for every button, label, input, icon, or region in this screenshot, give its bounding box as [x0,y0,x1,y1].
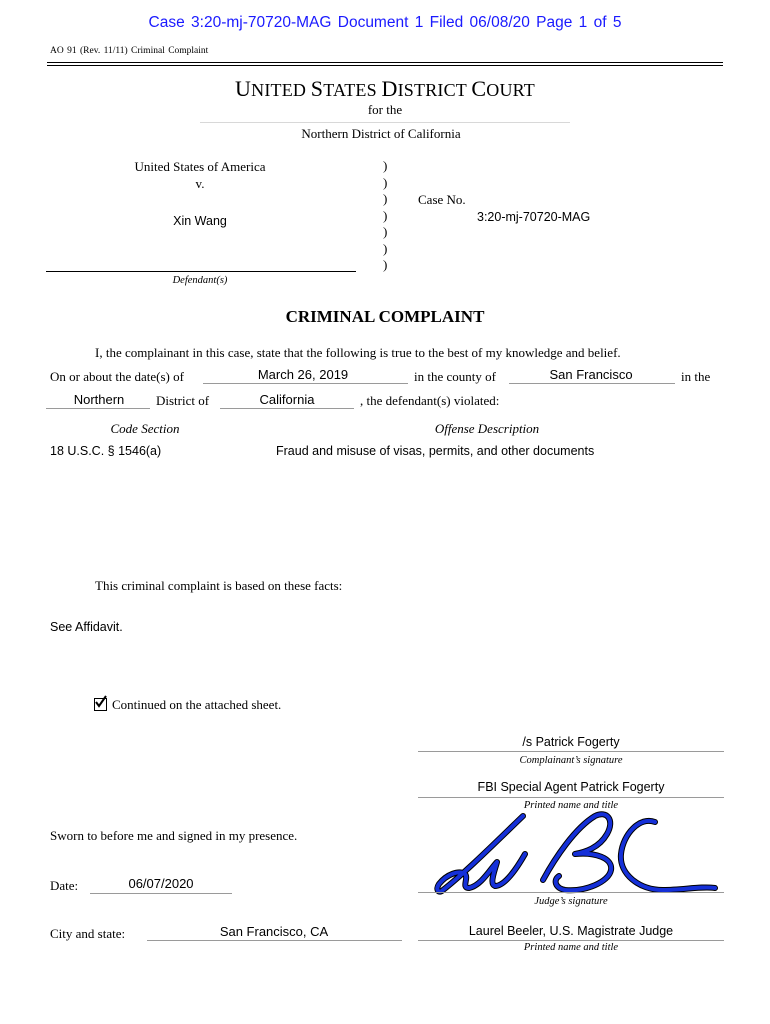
caption-paren-3: ) [383,191,388,206]
district-value-rule [46,408,150,409]
judge-name-title: Laurel Beeler, U.S. Magistrate Judge [468,924,674,938]
state-rule [220,408,354,409]
caption-paren-7: ) [383,257,388,272]
caption-paren-4: ) [383,207,388,223]
plaintiff-name: United States of America [134,159,266,174]
case-no-value: 3:20-mj-70720-MAG [477,210,591,224]
code-section-value: 18 U.S.C. § 1546(a) [50,444,162,458]
offense-description-value: Fraud and misuse of visas, permits, and other documents [276,444,595,458]
complainant-signature: /s Patrick Fogerty [522,735,620,749]
checkmark-icon [94,695,108,709]
offense-date-field: March 26, 2019 [257,367,349,382]
complainant-name-rule [418,797,724,798]
offense-description-header: Offense Description [434,421,540,436]
judge-signature-label: Judge’s signature [534,896,608,907]
defendant-rule [46,271,356,272]
judge-handwritten-signature [425,808,725,898]
form-id: AO 91 (Rev. 11/11) Criminal Complaint [50,46,209,56]
court-district: Northern District of California [301,126,461,141]
city-state-field: San Francisco, CA [219,924,329,939]
in-the-text: in the [681,369,711,384]
complainant-signature-rule [418,751,724,752]
versus-text: v. [195,176,205,191]
sworn-statement: Sworn to before me and signed in my presence. [50,828,298,843]
district-of-text: District of [156,393,210,408]
complainant-signature-label: Complainant’s signature [519,755,623,766]
code-section-header: Code Section [110,421,180,436]
district-field: Northern [73,392,125,407]
based-on-facts-text: This criminal complaint is based on these facts: [95,578,343,593]
in-county-of-text: in the county of [414,369,496,384]
complainant-name-title: FBI Special Agent Patrick Fogerty [477,780,665,794]
county-field: San Francisco [549,367,633,382]
complaint-heading: CRIMINAL COMPLAINT [285,307,485,326]
judge-name-rule [418,940,724,941]
judge-signature-rule [418,892,724,893]
complainant-name-label: Printed name and title [523,800,619,811]
caption-paren-2: ) [383,174,388,190]
case-no-label: Case No. [418,192,466,207]
violated-text: , the defendant(s) violated: [360,393,500,408]
defendants-label: Defendant(s) [172,275,228,286]
caption-paren-1: ) [383,158,388,173]
caption-paren-6: ) [383,240,388,256]
header-rule-top [47,62,723,63]
caption-paren-5: ) [383,224,388,239]
offense-date-rule [203,383,408,384]
date-field: 06/07/2020 [128,876,194,891]
court-title: UNITED STATES DISTRICT COURT [235,76,535,101]
date-rule [90,893,232,894]
city-state-label: City and state: [50,926,126,941]
state-field: California [259,392,315,407]
city-state-rule [147,940,402,941]
on-or-about-text: On or about the date(s) of [50,369,184,384]
continued-checkbox[interactable] [94,698,107,711]
see-affidavit-text: See Affidavit. [50,620,123,634]
judge-name-label: Printed name and title [523,942,619,953]
county-rule [509,383,675,384]
complainant-statement: I, the complainant in this case, state that the following is true to the best of my knowledge and belief. [95,345,621,360]
date-label: Date: [50,878,79,893]
header-rule-bottom [47,65,723,66]
defendant-name: Xin Wang [173,214,227,228]
continued-text: Continued on the attached sheet. [112,697,282,712]
filing-stamp: Case 3:20-mj-70720-MAG Document 1 Filed 06/08/20 Page 1 of 5 [148,14,622,31]
for-the-text: for the [367,102,403,117]
district-rule [200,122,570,123]
